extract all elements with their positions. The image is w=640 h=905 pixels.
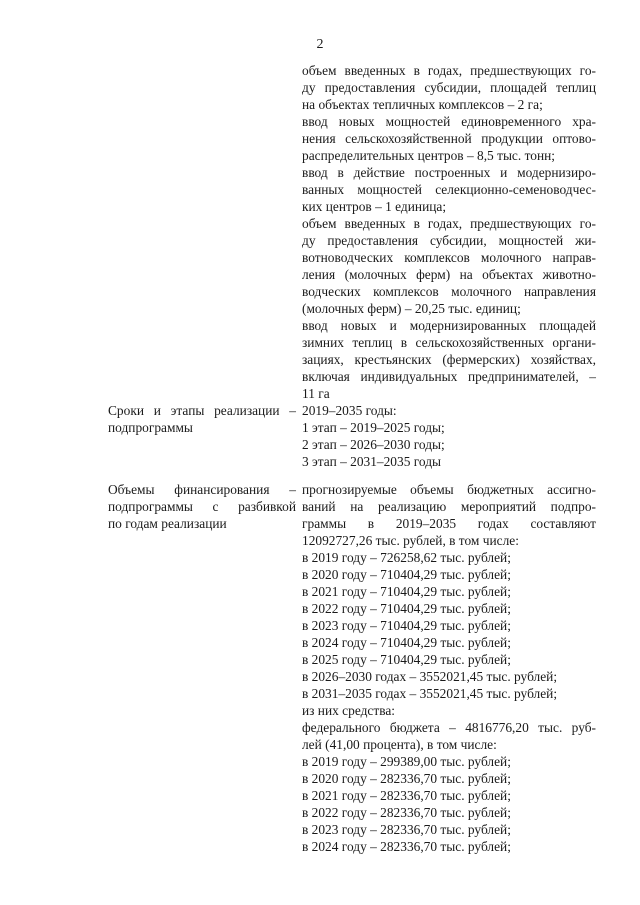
page-number: 2	[316, 37, 324, 52]
text-line: нения сельскохозяйственной продукции оптово-	[302, 131, 596, 146]
financing-value-line: в 2024 году – 282336,70 тыс. рублей;	[302, 839, 511, 854]
financing-value-line: в 2031–2035 годах – 3552021,45 тыс. рублей;	[302, 686, 558, 701]
financing-value-line: в 2019 году – 299389,00 тыс. рублей;	[302, 754, 511, 769]
financing-value-line: 12092727,26 тыс. рублей, в том числе:	[302, 533, 519, 548]
terms-value-line: 2 этап – 2026–2030 годы;	[302, 437, 445, 452]
terms-label-line: подпрограммы	[108, 420, 193, 435]
text-line: ду предоставления субсидии, мощностей жи-	[302, 233, 596, 248]
text-line: ввод новых и модернизированных площадей	[302, 318, 596, 333]
financing-value-line: в 2020 году – 282336,70 тыс. рублей;	[302, 771, 511, 786]
financing-label-line: по годам реализации	[108, 516, 227, 531]
text-line: 11 га	[302, 386, 330, 401]
financing-value-line: в 2022 году – 710404,29 тыс. рублей;	[302, 601, 511, 616]
text-line: зациях, крестьянских (фермерских) хозяйствах,	[302, 352, 596, 367]
text-line: распределительных центров – 8,5 тыс. тонн;	[302, 148, 555, 163]
financing-value-line: ваний на реализацию мероприятий подпро-	[302, 499, 596, 514]
financing-value-line: в 2021 году – 282336,70 тыс. рублей;	[302, 788, 511, 803]
financing-value-line: федерального бюджета – 4816776,20 тыс. руб-	[302, 720, 596, 735]
terms-label-line: Сроки и этапы реализации –	[108, 403, 296, 418]
financing-value-line: в 2021 году – 710404,29 тыс. рублей;	[302, 584, 511, 599]
financing-value-line: в 2019 году – 726258,62 тыс. рублей;	[302, 550, 511, 565]
text-line: зимних теплиц в сельскохозяйственных органи-	[302, 335, 596, 350]
text-line: вотноводческих комплексов молочного направ-	[302, 250, 596, 265]
financing-value-line: граммы в 2019–2035 годах составляют	[302, 516, 596, 531]
terms-value-line: 2019–2035 годы:	[302, 403, 397, 418]
text-line: ления (молочных ферм) на объектах животно-	[302, 267, 596, 282]
text-line: ду предоставления субсидии, площадей теплиц	[302, 80, 596, 95]
text-line: (молочных ферм) – 20,25 тыс. единиц;	[302, 301, 521, 316]
financing-value-line: в 2023 году – 710404,29 тыс. рублей;	[302, 618, 511, 633]
financing-label-line: подпрограммы с разбивкой	[108, 499, 296, 514]
text-line: ввод новых мощностей единовременного хра-	[302, 114, 596, 129]
terms-value-line: 3 этап – 2031–2035 годы	[302, 454, 442, 469]
terms-value-line: 1 этап – 2019–2025 годы;	[302, 420, 445, 435]
financing-value-line: в 2024 году – 710404,29 тыс. рублей;	[302, 635, 511, 650]
financing-value-line: прогнозируемые объемы бюджетных ассигно-	[302, 482, 596, 497]
text-line: ких центров – 1 единица;	[302, 199, 447, 214]
text-line: ванных мощностей селекционно-семеноводчес-	[302, 182, 596, 197]
text-line: включая индивидуальных предпринимателей, –	[302, 369, 596, 384]
text-line: водческих комплексов молочного направления	[302, 284, 596, 299]
financing-value-line: в 2020 году – 710404,29 тыс. рублей;	[302, 567, 511, 582]
financing-value-line: в 2022 году – 282336,70 тыс. рублей;	[302, 805, 511, 820]
financing-value-line: в 2025 году – 710404,29 тыс. рублей;	[302, 652, 511, 667]
financing-value-line: лей (41,00 процента), в том числе:	[302, 737, 497, 752]
text-line: ввод в действие построенных и модернизиро-	[302, 165, 596, 180]
financing-value-line: в 2023 году – 282336,70 тыс. рублей;	[302, 822, 511, 837]
financing-label-line: Объемы финансирования –	[108, 482, 296, 497]
text-line: объем введенных в годах, предшествующих го-	[302, 216, 596, 231]
text-line: объем введенных в годах, предшествующих го-	[302, 63, 596, 78]
text-line: на объектах тепличных комплексов – 2 га;	[302, 97, 543, 112]
financing-value-line: из них средства:	[302, 703, 396, 718]
financing-value-line: в 2026–2030 годах – 3552021,45 тыс. рублей;	[302, 669, 558, 684]
